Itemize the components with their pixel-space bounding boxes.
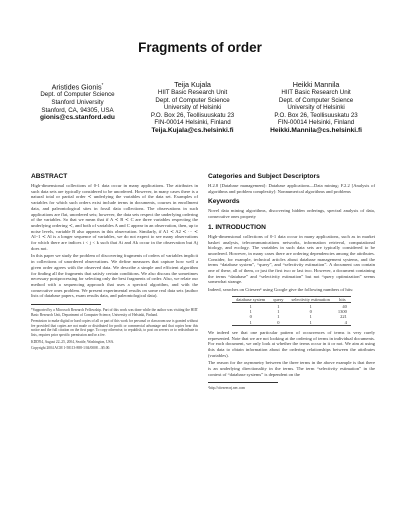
author-affiliation: P.O. Box 26, Teollisuuskatu 23: [274, 111, 358, 119]
author-name: Teija Kujala: [174, 80, 211, 89]
table-cell: 1: [309, 314, 312, 320]
table-cell: 1: [309, 304, 312, 310]
footnote-rule: [31, 304, 101, 305]
abstract-heading: ABSTRACT: [31, 173, 68, 180]
author-affiliation: HIIT Basic Research Unit: [281, 89, 351, 96]
table-cell: 1: [232, 320, 269, 326]
table-cell: 0: [269, 320, 287, 326]
author-email: gionis@cs.stanford.edu: [40, 114, 115, 122]
table-row: [232, 303, 351, 310]
table-cell: 1: [288, 320, 334, 326]
introduction-heading: 1. INTRODUCTION: [208, 223, 266, 231]
author-affiliation: Dept. of Computer Science: [278, 96, 354, 104]
author-affiliation: Dept. of Computer Science: [155, 96, 230, 104]
author-affiliation: P.O. Box 26, Teollisuuskatu 23: [150, 111, 235, 119]
conference-line: KDD'04, August 22–25, 2004, Seattle, Washington, USA.: [31, 339, 115, 344]
body-paragraph: The reason for the asymmetry between the three terms in the above example is that there is an underlying directionality in the terms. The term “selectivity estimation” in the context of “database systems” is dependent on the: [208, 360, 375, 377]
table-header-cell: database system: [232, 296, 269, 302]
table-cell: 1: [277, 314, 280, 320]
body-paragraph: We indeed see that one particular pattern of occurrences of terms is very rarely represented. Note that we are not looking at the ordering of terms in individual documents. For each document, we only look at whether the terms occur in it or not. We aim at using this data to obtain information about the ordering relationships between the attributes (variables).: [208, 329, 375, 358]
intro-paragraph: Indeed, searches on Citeseer¹ using Google give the following numbers of hits:: [208, 287, 354, 293]
table-cell: 0: [309, 309, 312, 315]
table-cell: 1: [277, 304, 280, 310]
copyright-line: Copyright 2004 ACM 1-58113-888-1/04/0008 ...$5.00.: [31, 346, 111, 351]
url-footnote: ¹http://citeseer.nj.nec.com: [208, 386, 246, 391]
author-email: Heikki.Mannila@cs.helsinki.fi: [270, 126, 362, 134]
author-affiliation: University of Helsinki: [163, 104, 222, 112]
footnote: *Supported by a Microsoft Research Fellowship. Part of this work was done while the author was visiting the HIIT Basic Research Unit, Department of Computer Science, University of Helsinki, Finland.: [31, 308, 198, 317]
author-affiliation: Dept. of Computer Science: [40, 91, 115, 99]
author-affiliation: Stanford, CA, 94305, USA: [41, 106, 114, 114]
table-cell: 1: [277, 309, 280, 315]
table-cell: 1: [249, 304, 252, 310]
table-header-cell: query: [269, 296, 287, 302]
author-affiliation: FIN-00014 Helsinki, Finland: [277, 119, 355, 127]
left-column: [31, 173, 198, 353]
author-gionis: [40, 80, 115, 135]
author-block: [40, 80, 362, 135]
author-email: Teija.Kujala@cs.helsinki.fi: [151, 126, 234, 134]
abstract-paragraph: In this paper we study the problem of discovering fragments of orders of variables implicit in collections of unordered observations. We define measures that capture how well a given order agrees with the observed data. We describe a simple and efficient algorithm for finding all the fragments that satisfy certain conditions. We also discuss the sometimes necessary postprocessing for selecting only the best fragments of order. Also, we relate our method with a sequencing approach that uses a spectral algorithm, and with the consecutive ones problem. We present experimental results on some real data sets (author lists of database papers, exam results data, and paleontological data).: [31, 253, 198, 299]
table-cell: 221: [340, 314, 347, 320]
table-cell: 40: [342, 304, 347, 310]
footnote-rule: [208, 382, 278, 383]
hits-table: [232, 296, 351, 326]
abstract-paragraph: High-dimensional collections of 0-1 data occur in many applications. The attributes in such data sets are typically considered to be unordered. However, in many cases there is a natural total or partial order ≺ underlying the variables of the data set. Examples of variables for which such orders exist include terms in documents, courses in enrollment data, and paleontological sites in fossil data collections. The observations in such applications are flat, unordered sets; however, the data sets respect the underlying ordering of the variables. So that we mean that if A ≺ B ≺ C are three variables respecting the underlying ordering ≺, and both of variables A and C appear in an observation, then, up to noise levels, variable B also appears in this observation. Similarly, if A1 ≺ A2 ≺ ··· ≺ Al−1 ≺ Al is a longer sequence of variables, we do not expect to see many observations for which there are indices i < j < k such that Ai and Ak occur in the observation but Aj does not.: [31, 183, 198, 251]
author-mannila: [270, 80, 362, 135]
table-header-cell: selectivity estimation: [288, 296, 334, 302]
author-affiliation: FIN-00014 Helsinki, Finland: [154, 119, 231, 127]
intro-paragraph: High-dimensional collections of 0-1 data occur in many applications, such as in market basket analysis, telecommunications networks, information retrieval, computational biology, and ecology. The variables in such data sets are typically considered to be unordered. However, in many cases there are ordering dependencies among the attributes. Consider, for example, technical articles about database management systems, and the terms “database system”, “query”, and “selectivity estimation”. A document can contain one of these, all of them, or just the first two or last two. However, a document containing the terms “database” and “selectivity estimation” but not “query optimization” seems somewhat strange.: [208, 233, 375, 285]
author-affiliation: Stanford University: [51, 98, 104, 106]
permission-notice: Permission to make digital or hard copies of all or part of this work for personal or classroom use is granted without fee provided that copies are not made or distributed for profit or commercial advantage and that copies bear this notice and the full citation on the first page. To copy otherwise, to republish, to post on servers or to redistribute to lists, requires prior specific permission and/or a fee.: [31, 319, 198, 338]
keywords-heading: Keywords: [208, 198, 240, 206]
table-cell: 1300: [337, 309, 347, 315]
keywords-text: Novel data mining algorithms, discovering hidden orderings, spectral analysis of data, consecutive ones property: [208, 208, 375, 220]
author-affiliation: HIIT Basic Research Unit: [157, 89, 228, 96]
author-name: Aristides Gionis: [51, 82, 102, 92]
paper-title: Fragments of order: [138, 40, 262, 55]
categories-text: H.2.8 [Database management]: Database applications—Data mining; F.2.2 [Analysis of algorithms and problem complexity]: Nonnumerical algorithms and problems: [208, 183, 375, 194]
table-header-cell: hits: [334, 296, 351, 302]
table-cell: 0: [249, 314, 252, 320]
author-affiliation: University of Helsinki: [287, 104, 345, 112]
author-marker: *: [101, 82, 104, 87]
right-column: [208, 173, 375, 393]
categories-heading: Categories and Subject Descriptors: [208, 173, 320, 180]
table-row: [232, 320, 351, 326]
author-kujala: [151, 80, 234, 135]
author-name: Heikki Mannila: [292, 80, 340, 89]
table-cell: 4: [334, 320, 351, 326]
table-cell: 1: [249, 309, 252, 315]
